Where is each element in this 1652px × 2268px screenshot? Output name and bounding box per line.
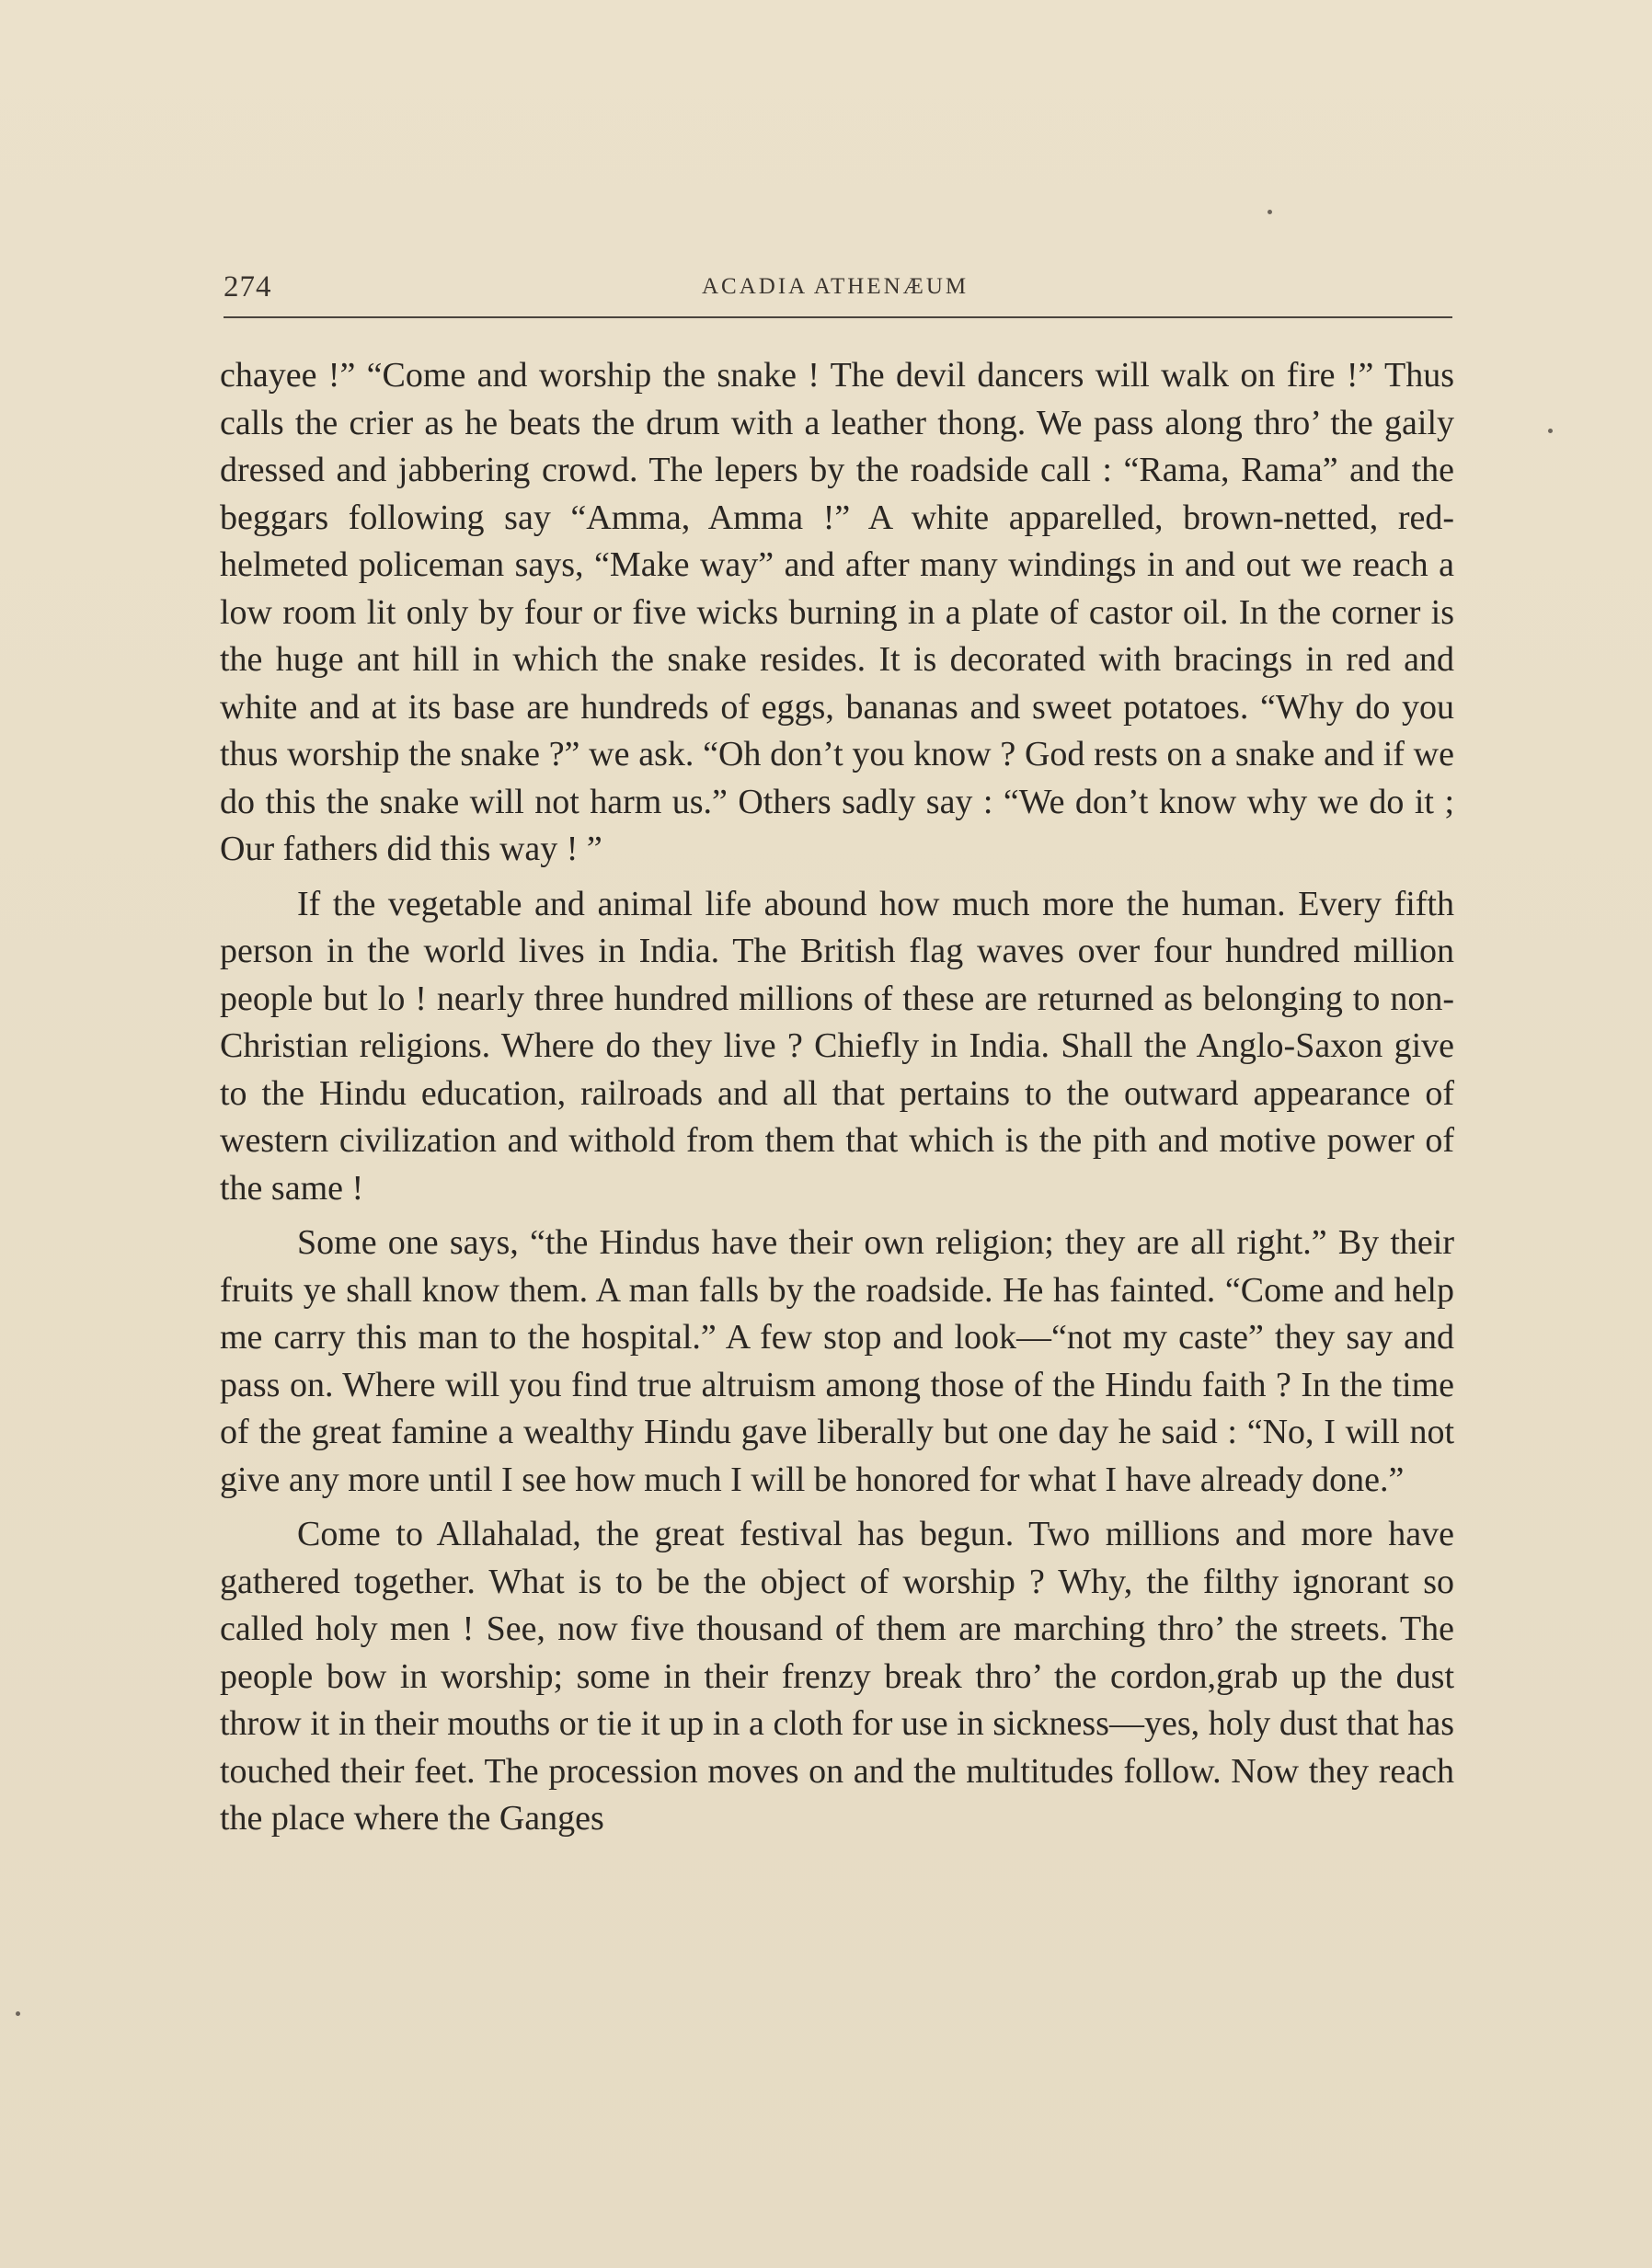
- running-head: ACADIA ATHENÆUM: [702, 274, 969, 299]
- paragraph: Some one says, “the Hindus have their own religion; they are all right.” By their fruits ye shall know them. A man falls by the roadside. He has fainted. “Come and help me carry this man to the hospital.” A few stop and look—“not my caste” they say and pass on. Where will you find true altruism among those of the Hindu faith ? In the time of the great famine a wealthy Hindu gave liberally but one day he said : “No, I will not give any more until I see how much I will be honored for what I have already done.”: [220, 1223, 1454, 1499]
- paper-speck: [16, 2011, 20, 2016]
- body-text: [220, 352, 1454, 1850]
- page-header: [224, 270, 1452, 307]
- paper-speck: [1548, 429, 1553, 433]
- header-rule: [224, 316, 1452, 318]
- page-number: 274: [224, 270, 272, 304]
- paper-speck: [1268, 210, 1272, 214]
- paragraph: Come to Allahalad, the great festival has begun. Two millions and more have gathered together. What is to be the object of worship ? Why, the filthy ignorant so called holy men ! See, now five thousand of them are marching thro’ the streets. The people bow in worship; some in their frenzy break thro’ the cordon,grab up the dust throw it in their mouths or tie it up in a cloth for use in sickness—yes, holy dust that has touched their feet. The procession moves on and the multitudes follow. Now they reach the place where the Ganges: [220, 1515, 1454, 1838]
- paragraph: If the vegetable and animal life abound how much more the human. Every fifth person in the world lives in India. The British flag waves over four hundred million people but lo ! nearly three hundred millions of these are returned as belonging to non-Christian religions. Where do they live ? Chiefly in India. Shall the Anglo-Saxon give to the Hindu education, railroads and all that pertains to the outward appearance of western civilization and withold from them that which is the pith and motive power of the same !: [220, 884, 1454, 1208]
- paragraph: chayee !” “Come and worship the snake ! The devil dancers will walk on fire !” Thus calls the crier as he beats the drum with a leather thong. We pass along thro’ the gaily dressed and jabbering crowd. The lepers by the roadside call : “Rama, Rama” and the beggars following say “Amma, Amma !” A white apparelled, brown-netted, red-helmeted policeman says, “Make way” and after many windings in and out we reach a low room lit only by four or five wicks burning in a plate of castor oil. In the corner is the huge ant hill in which the snake resides. It is decorated with bracings in red and white and at its base are hundreds of eggs, bananas and sweet potatoes. “Why do you thus worship the snake ?” we ask. “Oh don’t you know ? God rests on a snake and if we do this the snake will not harm us.” Others sadly say : “We don’t know why we do it ; Our fathers did this way ! ”: [220, 356, 1454, 868]
